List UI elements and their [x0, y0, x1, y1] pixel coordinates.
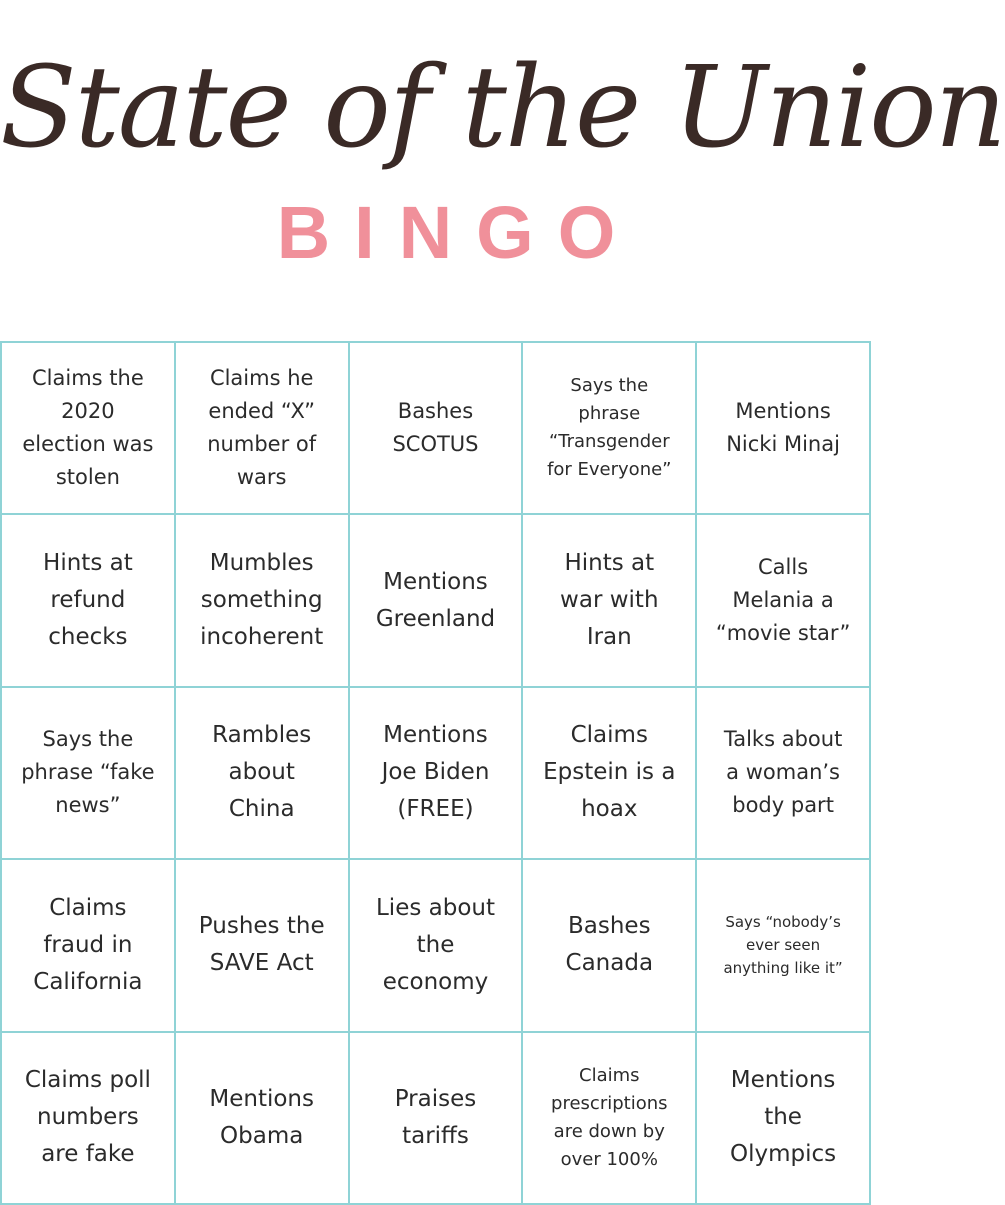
bingo-square[interactable]: Bashes SCOTUS — [350, 343, 524, 515]
bingo-square[interactable]: Mentions the Olympics — [697, 1033, 871, 1205]
bingo-square[interactable]: Pushes the SAVE Act — [176, 860, 350, 1032]
page-title: State of the Union — [0, 43, 1005, 173]
bingo-square[interactable]: Claims fraud in California — [2, 860, 176, 1032]
bingo-square[interactable]: Calls Melania a “movie star” — [697, 515, 871, 687]
page-subtitle: BINGO — [276, 191, 640, 274]
bingo-square[interactable]: Says “nobody’s ever seen anything like it” — [697, 860, 871, 1032]
bingo-square[interactable]: Hints at refund checks — [2, 515, 176, 687]
bingo-grid — [0, 341, 871, 1205]
bingo-square[interactable]: Claims he ended “X” number of wars — [176, 343, 350, 515]
bingo-square[interactable]: Lies about the economy — [350, 860, 524, 1032]
bingo-square[interactable]: Claims poll numbers are fake — [2, 1033, 176, 1205]
bingo-square[interactable]: Says the phrase “Transgender for Everyone” — [523, 343, 697, 515]
bingo-square[interactable]: Claims prescriptions are down by over 100% — [523, 1033, 697, 1205]
bingo-square-free[interactable]: Mentions Joe Biden (FREE) — [350, 688, 524, 860]
bingo-square[interactable]: Claims Epstein is a hoax — [523, 688, 697, 860]
bingo-square[interactable]: Talks about a woman’s body part — [697, 688, 871, 860]
bingo-square[interactable]: Claims the 2020 election was stolen — [2, 343, 176, 515]
bingo-square[interactable]: Mentions Greenland — [350, 515, 524, 687]
bingo-square[interactable]: Says the phrase “fake news” — [2, 688, 176, 860]
bingo-square[interactable]: Rambles about China — [176, 688, 350, 860]
bingo-square[interactable]: Bashes Canada — [523, 860, 697, 1032]
bingo-square[interactable]: Mumbles something incoherent — [176, 515, 350, 687]
bingo-square[interactable]: Hints at war with Iran — [523, 515, 697, 687]
bingo-square[interactable]: Mentions Obama — [176, 1033, 350, 1205]
bingo-square[interactable]: Praises tariffs — [350, 1033, 524, 1205]
bingo-square[interactable]: Mentions Nicki Minaj — [697, 343, 871, 515]
